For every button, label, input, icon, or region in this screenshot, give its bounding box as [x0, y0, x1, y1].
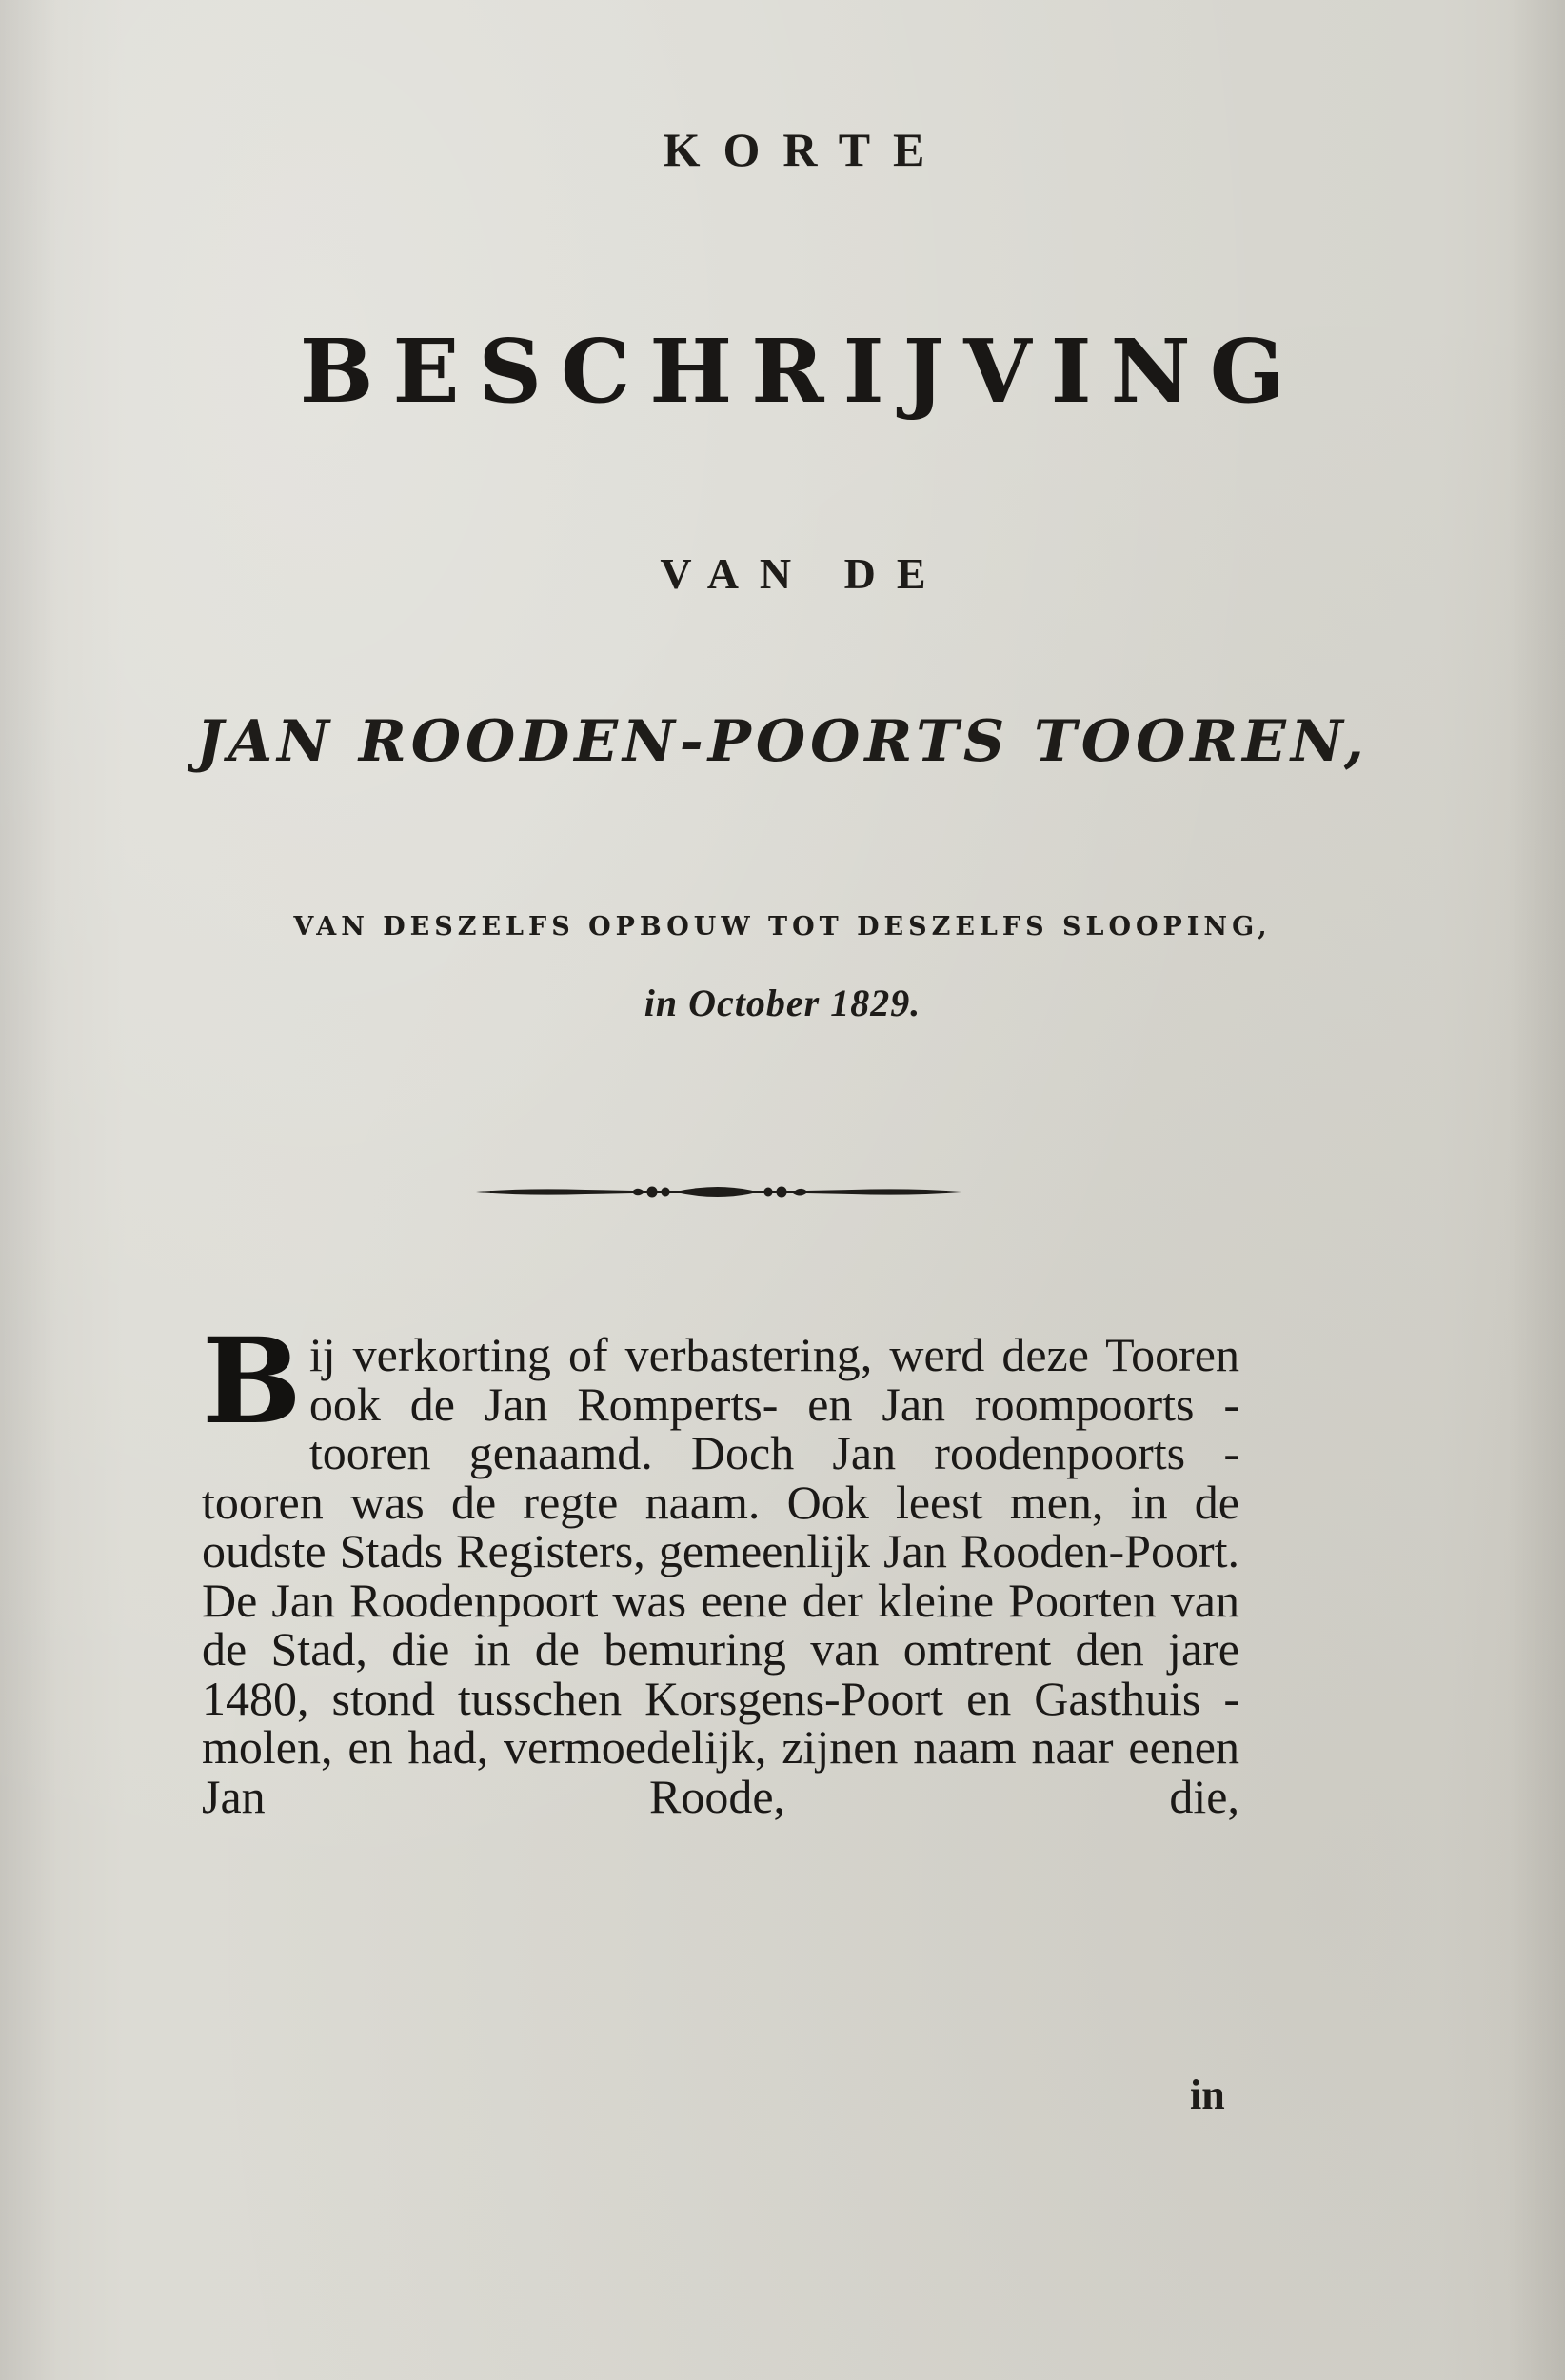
- body-paragraph: [202, 1313, 1239, 1823]
- title-top: KORTE: [663, 123, 948, 176]
- title-main: BESCHRIJVING: [299, 320, 1304, 423]
- date-line: in October 1829.: [644, 982, 921, 1024]
- subtitle: VAN DESZELFS OPBOUW TOT DESZELFS SLOOPING,: [293, 912, 1272, 942]
- drop-cap: B: [202, 1313, 302, 1451]
- title-subject: JAN ROODEN-POORTS TOOREN,: [196, 708, 1369, 775]
- catchword: in: [1190, 2072, 1225, 2118]
- title-connector: VAN DE: [660, 549, 947, 598]
- body-text: ij verkorting of verbastering, werd deze Tooren ook de Jan Romperts- en Jan roompoorts - tooren genaamd. Doch Jan roodenpoorts - tooren was de regte naam. Ook leest men, in de oudste Stads Registers, gemeenlijk Jan Rooden-Poort. De Jan Roodenpoort was eene der kleine Poorten van de Stad, die in de bemuring van omtrent den jare 1480, stond tusschen Korsgens-Poort en Gasthuis - molen, en had, vermoedelijk, zijnen naam naar eenen Jan Roode, die,: [202, 1328, 1239, 1823]
- ornament-rule-icon: [471, 1163, 966, 1220]
